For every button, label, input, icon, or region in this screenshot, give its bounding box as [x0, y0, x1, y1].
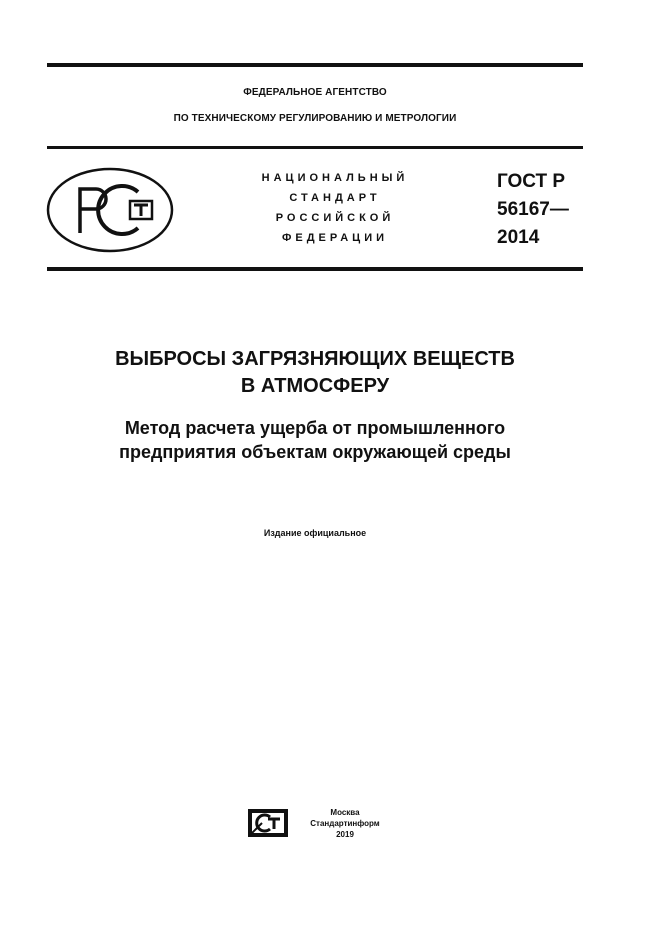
standard-type-line-2: СТАНДАРТ [289, 192, 381, 204]
rst-emblem-icon [46, 167, 174, 258]
standard-designation [497, 168, 569, 252]
designation-line-1: ГОСТ Р [497, 171, 566, 192]
designation-line-3: 2014 [497, 227, 540, 248]
document-subtitle [60, 416, 570, 464]
publisher-year: 2019 [336, 830, 354, 839]
top-rule [47, 63, 583, 67]
subtitle-line-1: Метод расчета ущерба от промышленного [124, 418, 506, 438]
agency-line-2: ПО ТЕХНИЧЕСКОМУ РЕГУЛИРОВАНИЮ И МЕТРОЛОГИИ [173, 113, 457, 124]
agency-line-1: ФЕДЕРАЛЬНОЕ АГЕНТСТВО [243, 87, 387, 98]
bottom-header-rule [47, 267, 583, 271]
standard-type-line-1: НАЦИОНАЛЬНЫЙ [261, 172, 409, 184]
edition-label: Издание официальное [263, 528, 367, 538]
title-line-1: ВЫБРОСЫ ЗАГРЯЗНЯЮЩИХ ВЕЩЕСТВ [115, 348, 515, 370]
designation-line-2: 56167— [497, 199, 569, 220]
publisher-city: Москва [330, 808, 360, 817]
standartinform-logo-icon [248, 809, 288, 842]
subtitle-line-2: предприятия объектам окружающей среды [119, 442, 511, 462]
header-divider-rule [47, 146, 583, 149]
standard-type-line-4: ФЕДЕРАЦИИ [281, 232, 389, 244]
standard-type [230, 168, 440, 248]
publisher-block [300, 807, 390, 840]
title-line-2: В АТМОСФЕРУ [240, 375, 390, 397]
standard-type-line-3: РОССИЙСКОЙ [275, 212, 395, 224]
document-title [60, 346, 570, 400]
publisher-name: Стандартинформ [310, 819, 380, 828]
